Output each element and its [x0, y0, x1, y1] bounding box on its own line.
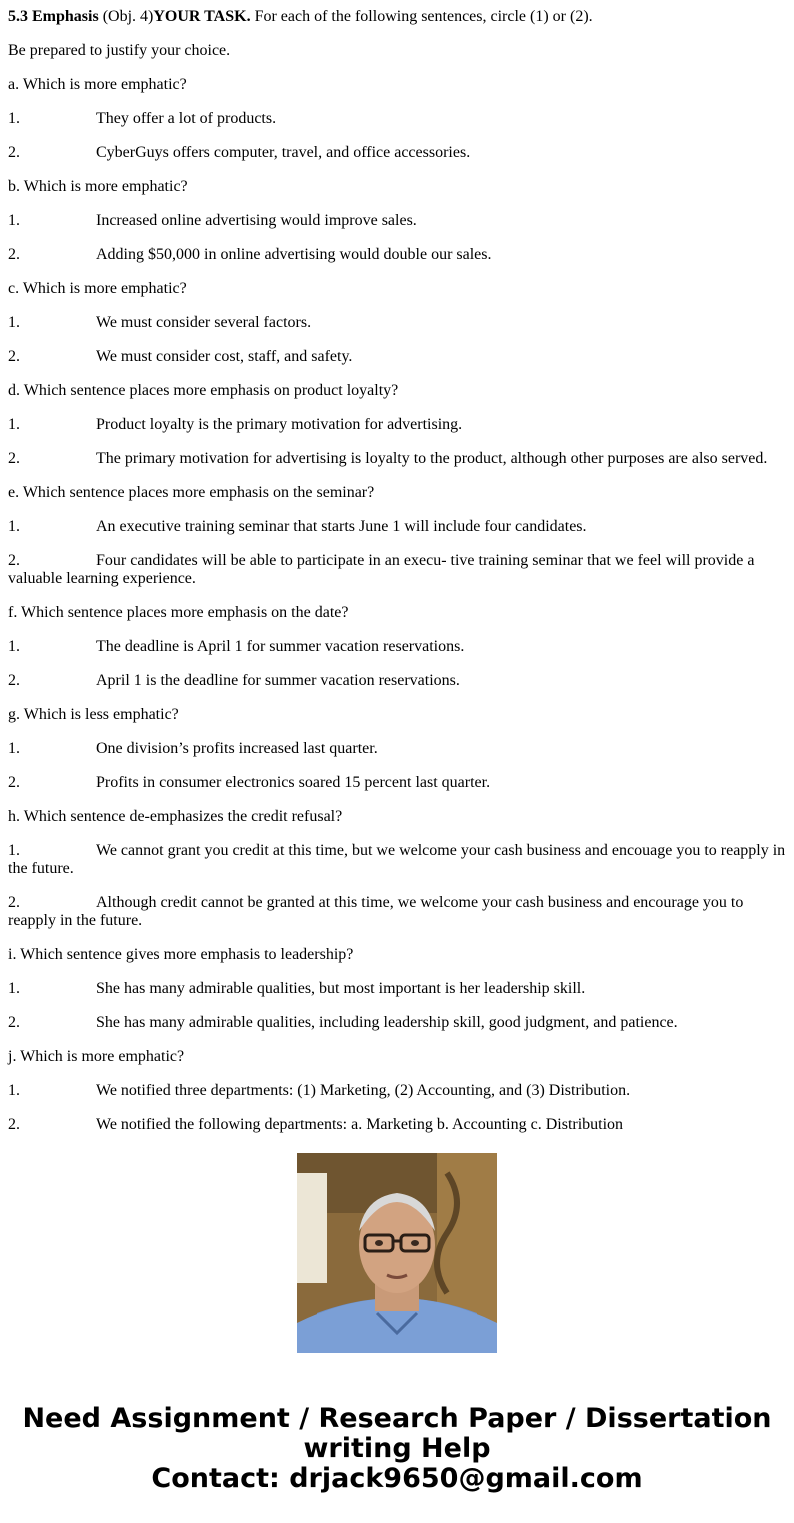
- author-avatar: [297, 1153, 497, 1353]
- question-9: i. Which sentence gives more emphasis to leadership?: [8, 946, 354, 963]
- section-title: 5.3 Emphasis: [8, 8, 99, 25]
- option-2: [8, 894, 788, 930]
- option-number: 1.: [8, 314, 20, 331]
- option-text: She has many admirable qualities, including leadership skill, good judgment, and patience.: [96, 1014, 678, 1031]
- question-8: h. Which sentence de-emphasizes the credit refusal?: [8, 808, 343, 825]
- option-text: We cannot grant you credit at this time, but we welcome your cash business and encouage you to reapply in the future.: [8, 842, 786, 877]
- option-text: We notified the following departments: a. Marketing b. Accounting c. Distribution: [96, 1116, 624, 1133]
- option-1: [8, 518, 788, 536]
- option-text: An executive training seminar that starts June 1 will include four candidates.: [96, 518, 587, 535]
- option-number: 1.: [8, 110, 20, 127]
- option-number: 1.: [8, 212, 20, 229]
- option-number: 2.: [8, 348, 20, 365]
- option-2: [8, 672, 788, 690]
- option-text: We must consider several factors.: [96, 314, 312, 331]
- option-number: 1.: [8, 1082, 20, 1099]
- question-7: g. Which is less emphatic?: [8, 706, 179, 723]
- option-number: 2.: [8, 144, 20, 161]
- question-10: j. Which is more emphatic?: [8, 1048, 185, 1065]
- option-text: April 1 is the deadline for summer vacation reservations.: [96, 672, 460, 689]
- option-text: CyberGuys offers computer, travel, and office accessories.: [96, 144, 471, 161]
- footer-promo: [0, 1404, 794, 1494]
- task-label: YOUR TASK.: [153, 8, 251, 25]
- option-2: [8, 348, 788, 366]
- option-text: Although credit cannot be granted at this time, we welcome your cash business and encourage you to reapply in the future.: [8, 894, 744, 929]
- option-number: 1.: [8, 740, 20, 757]
- question-5: e. Which sentence places more emphasis on the seminar?: [8, 484, 375, 501]
- option-text: The primary motivation for advertising is loyalty to the product, although other purposes are also served.: [96, 450, 768, 467]
- option-number: 1.: [8, 638, 20, 655]
- promo-line-2: writing Help: [303, 1433, 491, 1464]
- option-text: Four candidates will be able to participate in an execu- tive training seminar that we feel will provide a valuable learning experience.: [8, 552, 755, 587]
- option-1: [8, 314, 788, 332]
- task-header: [8, 8, 788, 26]
- option-text: They offer a lot of products.: [96, 110, 277, 127]
- option-1: [8, 740, 788, 758]
- option-1: [8, 110, 788, 128]
- question-list: [8, 76, 788, 1134]
- option-number: 2.: [8, 450, 20, 467]
- option-2: [8, 1014, 788, 1032]
- option-2: [8, 1116, 788, 1134]
- option-text: Profits in consumer electronics soared 15 percent last quarter.: [96, 774, 491, 791]
- option-2: [8, 144, 788, 162]
- option-text: We notified three departments: (1) Marketing, (2) Accounting, and (3) Distribution.: [96, 1082, 631, 1099]
- question-1: a. Which is more emphatic?: [8, 76, 187, 93]
- question-2: b. Which is more emphatic?: [8, 178, 188, 195]
- document-body: [8, 8, 788, 1133]
- option-1: [8, 1082, 788, 1100]
- option-number: 2.: [8, 246, 20, 263]
- task-instructions: For each of the following sentences, circle (1) or (2).: [250, 8, 593, 25]
- option-text: Product loyalty is the primary motivation for advertising.: [96, 416, 463, 433]
- option-1: [8, 212, 788, 230]
- option-text: Adding $50,000 in online advertising would double our sales.: [96, 246, 492, 263]
- option-number: 2.: [8, 894, 20, 911]
- option-1: [8, 638, 788, 656]
- option-number: 2.: [8, 552, 20, 569]
- option-number: 2.: [8, 774, 20, 791]
- option-number: 2.: [8, 1014, 20, 1031]
- promo-contact: Contact: drjack9650@gmail.com: [151, 1463, 643, 1494]
- option-number: 1.: [8, 518, 20, 535]
- prep-note: Be prepared to justify your choice.: [8, 42, 231, 59]
- option-text: Increased online advertising would improve sales.: [96, 212, 417, 229]
- option-number: 2.: [8, 672, 20, 689]
- option-text: She has many admirable qualities, but most important is her leadership skill.: [96, 980, 586, 997]
- option-1: [8, 980, 788, 998]
- option-2: [8, 246, 788, 264]
- question-4: d. Which sentence places more emphasis on product loyalty?: [8, 382, 399, 399]
- option-number: 2.: [8, 1116, 20, 1133]
- option-1: [8, 842, 788, 878]
- option-1: [8, 416, 788, 434]
- option-text: We must consider cost, staff, and safety.: [96, 348, 353, 365]
- option-number: 1.: [8, 842, 20, 859]
- option-2: [8, 450, 788, 468]
- question-3: c. Which is more emphatic?: [8, 280, 187, 297]
- option-text: The deadline is April 1 for summer vacation reservations.: [96, 638, 465, 655]
- option-2: [8, 552, 788, 588]
- promo-line-1: Need Assignment / Research Paper / Dissertation: [22, 1403, 772, 1434]
- option-number: 1.: [8, 980, 20, 997]
- option-number: 1.: [8, 416, 20, 433]
- option-2: [8, 774, 788, 792]
- question-6: f. Which sentence places more emphasis on the date?: [8, 604, 349, 621]
- objective: (Obj. 4): [98, 8, 154, 25]
- option-text: One division’s profits increased last quarter.: [96, 740, 378, 757]
